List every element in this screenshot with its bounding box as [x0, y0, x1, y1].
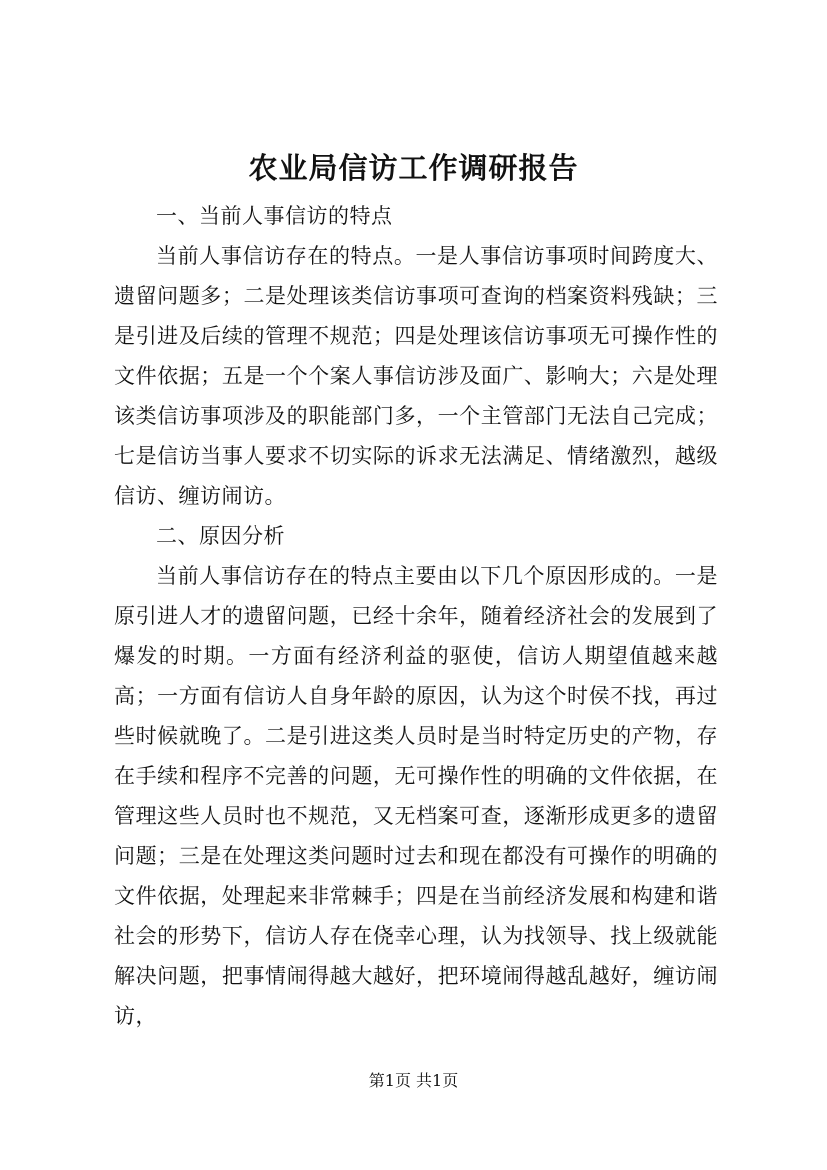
section-heading-2: 二、原因分析 [156, 524, 285, 548]
section-heading-1: 一、当前人事信访的特点 [156, 204, 393, 228]
section-paragraph-1: 当前人事信访存在的特点。一是人事信访事项时间跨度大、遗留问题多；二是处理该类信访事项可查询的档案资料残缺；三是引进及后续的管理不规范；四是处理该信访事项无可操作性的文件依据；五是一个个案人事信访涉及面广、影响大；六是处理该类信访事项涉及的职能部门多，一个主管部门无法自己完成；七是信访当事人要求不切实际的诉求无法满足、情绪激烈，越级信访、缠访闹访。 [114, 244, 718, 508]
document-body [114, 196, 718, 1036]
section-paragraph-2: 当前人事信访存在的特点主要由以下几个原因形成的。一是原引进人才的遗留问题，已经十余年，随着经济社会的发展到了爆发的时期。一方面有经济利益的驱使，信访人期望值越来越高；一方面有信访人自身年龄的原因，认为这个时侯不找，再过些时候就晚了。二是引进这类人员时是当时特定历史的产物，存在手续和程序不完善的问题，无可操作性的明确的文件依据，在管理这些人员时也不规范，又无档案可查，逐渐形成更多的遗留问题；三是在处理这类问题时过去和现在都没有可操作的明确的文件依据，处理起来非常棘手；四是在当前经济发展和构建和谐社会的形势下，信访人存在侥幸心理，认为找领导、找上级就能解决问题，把事情闹得越大越好，把环境闹得越乱越好，缠访闹访， [114, 564, 718, 1028]
document-title: 农业局信访工作调研报告 [248, 151, 579, 185]
page-footer: 第1页 共1页 [368, 1071, 459, 1090]
